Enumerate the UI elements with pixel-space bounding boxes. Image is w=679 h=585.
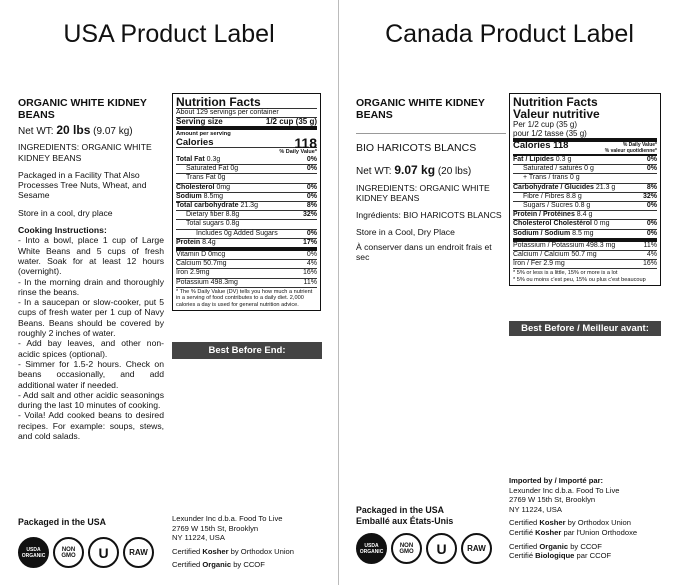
vitamin-row: Iron / Fer 2.9 mg 16%: [513, 260, 657, 268]
nutrient-row: Carbohydrate / Glucides 21.3 g 8%: [513, 183, 657, 191]
address-line: Lexunder Inc d.b.a. Food To Live: [509, 485, 620, 495]
cooking-step: - Add salt and other acidic seasonings during the last 10 minutes of cooking.: [18, 389, 164, 411]
nutrient-row: Sodium / Sodium 8.5 mg 0%: [513, 229, 657, 237]
nutrient-row: Protein / Protéines 8.4 g: [513, 210, 657, 219]
canada-certification-badges: [356, 533, 492, 564]
serving-size-row: Serving size 1/2 cup (35 g): [176, 117, 317, 127]
cooking-step: - In a saucepan or slow-cooker, put 5 cups of fresh water per 1 cup of Navy Beans. Beans should be covered by roughly 2 inches of water.: [18, 297, 164, 339]
canada-vitamin-rows: [513, 238, 657, 269]
canada-product-name-fr: BIO HARICOTS BLANCS: [356, 133, 506, 153]
usa-panel-title: USA Product Label: [63, 20, 275, 48]
nutrient-row: Total carbohydrate 21.3g 8%: [176, 202, 317, 210]
usa-cooking-instructions: [18, 225, 164, 441]
organic-certification: Certified Organic by CCOF: [172, 560, 265, 570]
cooking-title: Cooking Instructions:: [18, 225, 107, 236]
usa-certification-badges: [18, 537, 154, 568]
nutrient-row: Saturated / saturés 0 g 0%: [513, 164, 657, 173]
nutrient-row: Total sugars 0.8g: [176, 219, 317, 228]
nutrient-row: Dietary fiber 8.8g 32%: [176, 210, 317, 219]
servings-per-container: About 129 servings per container: [176, 108, 317, 117]
usda-organic-icon: USDA ORGANIC: [356, 533, 387, 564]
daily-value-header: % Daily Value*: [176, 147, 317, 156]
usa-product-name: ORGANIC WHITE KIDNEY BEANS: [18, 97, 147, 121]
canada-packaged-in: Packaged in the USA Emballé aux États-Unis: [356, 505, 454, 526]
canada-product-info: [356, 97, 506, 262]
nutrient-row: Protein 8.4g 17%: [176, 238, 317, 246]
kosher-certification: Certified Kosher by Orthodox Union: [509, 518, 631, 528]
nutrient-row: Includes 0g Added Sugars 0%: [176, 229, 317, 238]
nutrition-title: Nutrition Facts: [513, 95, 598, 109]
canada-label-panel: [340, 0, 679, 585]
usa-vitamin-rows: [176, 247, 317, 287]
nutrient-row: Trans Fat 0g: [176, 173, 317, 182]
nutrient-row: Fat / Lipides 0.3 g 0%: [513, 156, 657, 163]
usa-label-panel: [0, 0, 338, 585]
usa-facility-note: Packaged in a Facility That Also Processes Tree Nuts, Wheat, and Sesame: [18, 169, 147, 201]
nutrition-footnote: * The % Daily Value (DV) tells you how much a nutrient in a serving of food contributes to a daily diet. 2,000 calories a day is used for general nutrition advice.: [176, 287, 317, 308]
canada-nutrient-rows: [513, 154, 657, 238]
usa-address-block: [172, 514, 294, 570]
kosher-u-icon: U: [98, 544, 109, 561]
vitamin-row: Calcium / Calcium 50.7 mg 4%: [513, 251, 657, 259]
cooking-step: - Add bay leaves, and other non-acidic spices (optional).: [18, 338, 164, 359]
usa-net-weight: Net WT: 20 lbs (9.07 kg): [18, 123, 133, 137]
address-line: 2769 W 15th St, Brooklyn: [172, 523, 259, 533]
organic-certification-fr: Certifié Biologique par CCOF: [509, 551, 612, 561]
nutrient-row: + Trans / trans 0 g: [513, 173, 657, 182]
raw-icon: RAW: [129, 547, 148, 557]
nutrient-row: Total Fat 0.3g 0%: [176, 156, 317, 164]
usa-storage: Store in a cool, dry place: [18, 207, 113, 218]
usa-product-info: [18, 97, 164, 441]
canada-net-weight: Net WT: 9.07 kg (20 lbs): [356, 163, 472, 178]
usa-nutrient-rows: [176, 156, 317, 247]
serving-line-fr: pour 1/2 tasse (35 g): [513, 129, 587, 138]
raw-icon: RAW: [467, 543, 486, 553]
canada-address-block: [509, 476, 637, 561]
canada-ingredients: INGREDIENTS: ORGANIC WHITE KIDNEY BEANS: [356, 182, 490, 203]
canada-product-name: ORGANIC WHITE KIDNEY BEANS: [356, 97, 485, 121]
canada-storage-fr: À conserver dans un endroit frais et sec: [356, 241, 492, 263]
canada-nutrition-facts: [509, 93, 661, 286]
nutrient-row: Sodium 8.5mg 0%: [176, 192, 317, 200]
kosher-certification-fr: Certifié Kosher par l'Union Orthodoxe: [509, 527, 638, 537]
calories-row: Calories 118: [176, 134, 317, 151]
vitamin-row: Vitamin D 0mcg 0%: [176, 251, 317, 259]
usa-packaged-in: Packaged in the USA: [18, 517, 106, 527]
nutrient-row: Sugars / Sucres 0.8 g 0%: [513, 201, 657, 210]
address-line: NY 11224, USA: [172, 533, 225, 543]
address-line: 2769 W 15th St, Brooklyn: [509, 495, 596, 505]
cooking-step: - Voila! Add cooked beans to desired recipes. For example: soups, stews, and cold salads.: [18, 410, 164, 442]
imported-by: Imported by / Importé par:: [509, 476, 604, 485]
nutrient-row: Cholesterol Cholestérol 0 mg 0%: [513, 220, 657, 228]
nutrition-title-fr: Valeur nutritive: [513, 107, 600, 121]
non-gmo-icon: NON GMO: [391, 533, 422, 564]
cooking-step: - Into a bowl, place 1 cup of Large White Beans and 5 cups of fresh water. Soak for at least 12 hours (overnight).: [18, 235, 164, 277]
canada-storage: Store in a Cool, Dry Place: [356, 227, 455, 238]
panel-divider: [338, 0, 339, 585]
kosher-certification: Certified Kosher by Orthodox Union: [172, 546, 294, 556]
vitamin-row: Iron 2.9mg 16%: [176, 269, 317, 277]
canada-ingredients-fr: Ingrédients: BIO HARICOTS BLANCS: [356, 210, 502, 221]
non-gmo-icon: NON GMO: [53, 537, 84, 568]
canada-panel-title: Canada Product Label: [385, 20, 634, 48]
organic-certification: Certified Organic by CCOF: [509, 541, 602, 551]
amount-per-serving: Amount per serving: [176, 126, 317, 138]
usa-ingredients: INGREDIENTS: ORGANIC WHITE KIDNEY BEANS: [18, 142, 152, 163]
cooking-step: - Simmer for 1.5-2 hours. Check on beans occasionally, and add additional water if needed.: [18, 358, 164, 390]
calories-row: Calories 118 % Daily Value* % valeur quotidienne*: [513, 140, 657, 154]
nutrient-row: Saturated Fat 0g 0%: [176, 164, 317, 173]
vitamin-row: Potassium 498.3mg 11%: [176, 278, 317, 286]
canada-best-before: Best Before / Meilleur avant:: [509, 321, 661, 336]
vitamin-row: Potassium / Potassium 498.3 mg 11%: [513, 241, 657, 249]
cooking-step: - In the morning drain and thoroughly rinse the beans.: [18, 276, 164, 297]
usa-best-before: Best Before End:: [172, 342, 322, 359]
usa-nutrition-facts: [172, 93, 321, 311]
address-line: Lexunder Inc d.b.a. Food To Live: [172, 514, 283, 523]
nutrition-footnote: * 5% or less is a little, 15% or more is a lot * 5% ou moins c'est peu, 15% ou plus c'est beaucoup: [513, 268, 657, 283]
address-line: NY 11224, USA: [509, 504, 562, 514]
nutrition-title: Nutrition Facts: [176, 95, 261, 109]
nutrient-row: Fibre / Fibres 8.8 g 32%: [513, 192, 657, 201]
nutrient-row: Cholesterol 0mg 0%: [176, 183, 317, 191]
vitamin-row: Calcium 50.7mg 4%: [176, 260, 317, 268]
usda-organic-icon: USDA ORGANIC: [18, 537, 49, 568]
serving-line: Per 1/2 cup (35 g): [513, 120, 578, 129]
kosher-u-icon: U: [436, 540, 447, 557]
